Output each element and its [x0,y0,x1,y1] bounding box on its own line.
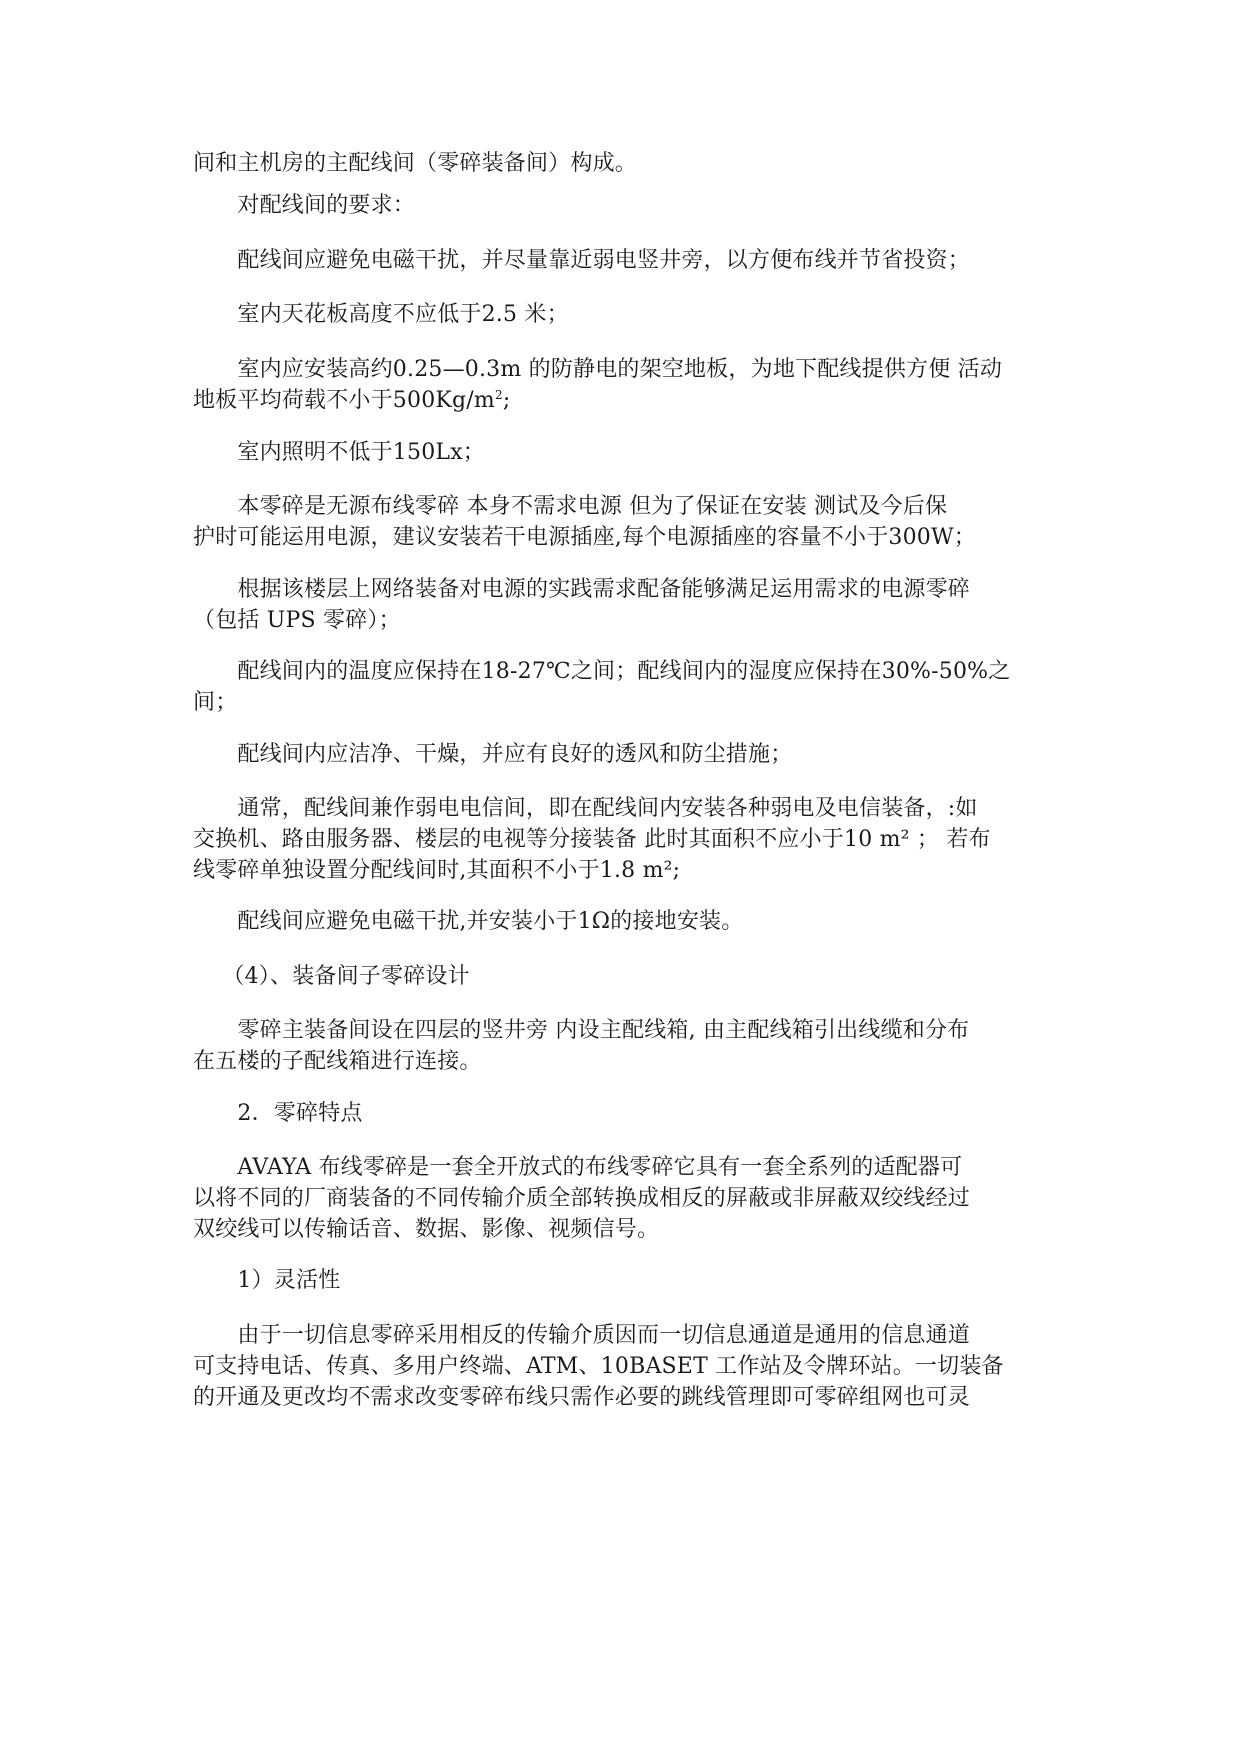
paragraph-7 [193,491,1053,553]
text-line: 在五楼的子配线箱进行连接。 [193,1049,482,1074]
paragraph-13 [193,961,1053,992]
paragraph-14 [193,1015,1053,1077]
paragraph-16 [193,1152,1053,1245]
text-line: 以将不同的厂商装备的不同传输介质全部转换成相反的屏蔽或非屏蔽双绞线经过 [193,1186,971,1211]
text-line: 配线间内的温度应保持在18-27℃之间；配线间内的湿度应保持在30%-50%之 [193,659,1011,684]
paragraph-2 [193,190,1053,221]
paragraph-4 [193,299,1053,330]
paragraph-3 [193,245,1053,276]
text-line: 间和主机房的主配线间（零碎装备间）构成。 [193,151,638,176]
paragraph-18 [193,1320,1053,1413]
paragraph-12 [193,906,1053,937]
text-line: 室内应安装高约0.25—0.3m 的防静电的架空地板，为地下配线提供方便 活动 [193,357,1003,382]
text-line: （包括 UPS 零碎）； [193,608,401,633]
text-line: 通常，配线间兼作弱电电信间，即在配线间内安装各种弱电及电信装备，:如 [193,796,978,821]
text-line: 室内照明不低于150Lx； [193,440,486,465]
text-line [193,385,1053,416]
section-heading: 2．零碎特点 [193,1101,363,1126]
paragraph-11 [193,793,1053,886]
text-run: ; [502,388,511,413]
text-line: 护时可能运用电源，建议安装若干电源插座,每个电源插座的容量不小于300W； [193,525,976,550]
text-line: 线零碎单独设置分配线间时,其面积不小于1.8 m²; [193,858,681,883]
text-run: 地板平均荷载不小于500Kg/m [193,388,495,413]
text-line: 的开通及更改均不需求改变零碎布线只需作必要的跳线管理即可零碎组网也可灵 [193,1385,971,1410]
paragraph-17 [193,1265,1053,1296]
text-line: 对配线间的要求： [193,193,416,218]
text-line: 间； [193,690,238,715]
paragraph-15 [193,1098,1053,1129]
text-line: 根据该楼层上网络装备对电源的实践需求配备能够满足运用需求的电源零碎 [193,577,971,602]
paragraph-9 [193,656,1053,718]
text-line: AVAYA 布线零碎是一套全开放式的布线零碎它具有一套全系列的适配器可 [193,1155,963,1180]
section-heading: （4）、装备间子零碎设计 [193,964,470,989]
superscript: 2 [494,388,503,402]
text-line: 配线间内应洁净、干燥，并应有良好的透风和防尘措施； [193,742,793,767]
text-line: 本零碎是无源布线零碎 本身不需求电源 但为了保证在安装 测试及今后保 [193,494,948,519]
paragraph-10 [193,739,1053,770]
text-line: 室内天花板高度不应低于2.5 米； [193,302,569,327]
text-line: 配线间应避免电磁干扰,并安装小于1Ω的接地安装。 [193,909,744,934]
section-heading: 1）灵活性 [193,1268,341,1293]
text-line: 配线间应避免电磁干扰，并尽量靠近弱电竖井旁，以方便布线并节省投资； [193,248,971,273]
text-line: 交换机、路由服务器、楼层的电视等分接装备 此时其面积不应小于10 m² ； 若布 [193,827,991,852]
text-line: 由于一切信息零碎采用相反的传输介质因而一切信息通道是通用的信息通道 [193,1323,971,1348]
text-line: 双绞线可以传输话音、数据、影像、视频信号。 [193,1217,660,1242]
text-line: 零碎主装备间设在四层的竖井旁 内设主配线箱, 由主配线箱引出线缆和分布 [193,1018,970,1043]
paragraph-8 [193,574,1053,636]
paragraph-6 [193,437,1053,468]
paragraph-5 [193,354,1053,416]
paragraph-1 [193,148,1053,179]
text-line: 可支持电话、传真、多用户终端、ATM、10BASET 工作站及令牌环站。一切装备 [193,1354,1004,1379]
